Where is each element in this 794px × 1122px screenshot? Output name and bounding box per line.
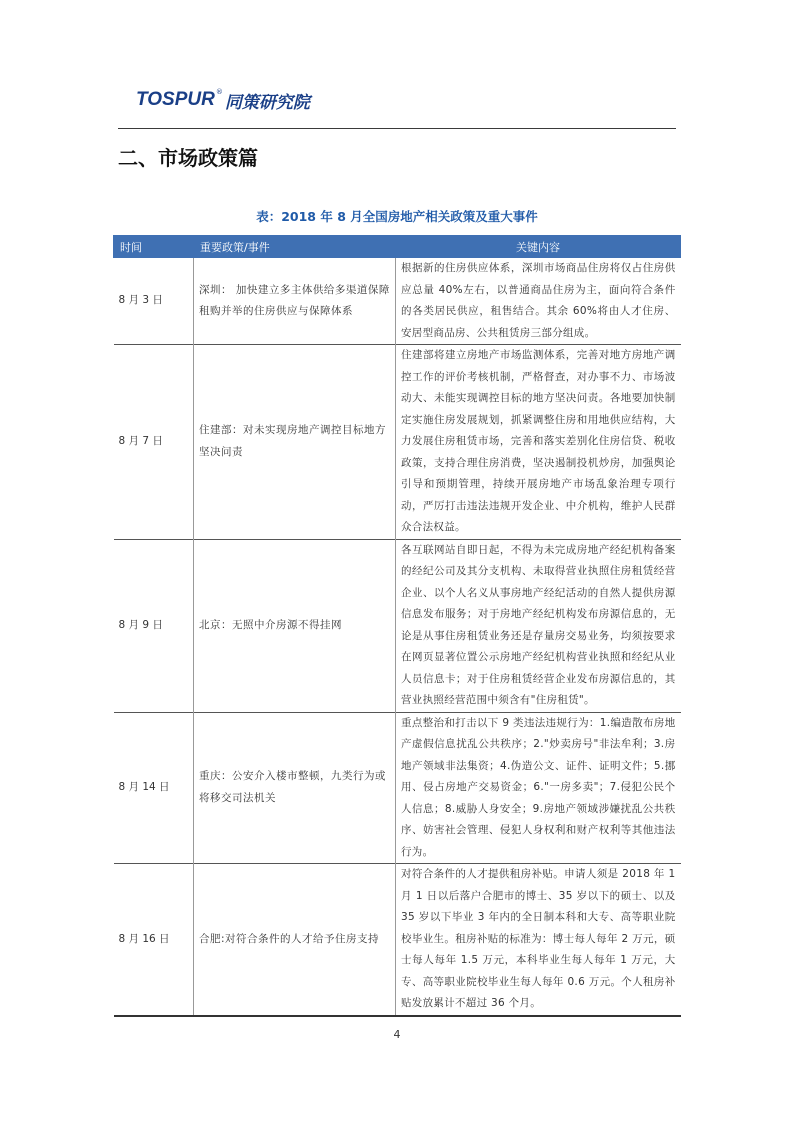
row-date: 8 月 14 日	[114, 712, 194, 864]
row-content: 各互联网站自即日起，不得为未完成房地产经纪机构备案的经纪公司及其分支机构、未取得营业执照住房租赁经营企业、以个人名义从事房地产经纪活动的自然人提供房源信息发布服务；对于房地产经纪机构发布房源信息的，无论是从事住房租赁业务还是存量房交易业务，均须按要求在网页显著位置公示房地产经纪机构营业执照和经纪从业人员信息卡；对于住房租赁经营企业发布房源信息的，其营业执照经营范围中须含有"住房租赁"。	[396, 539, 681, 712]
section-title: 二、市场政策篇	[118, 146, 258, 170]
row-date: 8 月 9 日	[114, 539, 194, 712]
table-caption: 表：2018 年 8 月全国房地产相关政策及重大事件	[256, 209, 538, 224]
row-content: 根据新的住房供应体系，深圳市场商品住房将仅占住房供应总量 40%左右，以普通商品住房为主，面向符合条件的各类居民供应，租售结合。其余 60%将由人才住房、安居型商品房、公共租赁房三部分组成。	[396, 258, 681, 345]
header-divider	[118, 128, 676, 129]
row-event: 重庆：公安介入楼市整顿，九类行为或将移交司法机关	[194, 712, 396, 864]
column-header-content: 关键内容	[396, 236, 681, 258]
row-event: 北京：无照中介房源不得挂网	[194, 539, 396, 712]
table-header-row	[114, 236, 681, 258]
row-date: 8 月 3 日	[114, 258, 194, 345]
row-event: 合肥:对符合条件的人才给予住房支持	[194, 864, 396, 1016]
column-header-date: 时间	[114, 236, 194, 258]
tospur-logo	[136, 88, 310, 112]
table-row	[114, 864, 681, 1016]
row-date: 8 月 16 日	[114, 864, 194, 1016]
table-row	[114, 539, 681, 712]
row-content: 重点整治和打击以下 9 类违法违规行为：1.编造散布房地产虚假信息扰乱公共秩序；2."炒卖房号"非法牟利；3.房地产领域非法集资；4.伪造公文、证件、证明文件；5.挪用、侵占房地产交易资金；6."一房多卖"；7.侵犯公民个人信息；8.威胁人身安全；9.房地产领域涉嫌扰乱公共秩序、妨害社会管理、侵犯人身权利和财产权利等其他违法行为。	[396, 712, 681, 864]
column-header-event: 重要政策/事件	[194, 236, 396, 258]
logo-brand-en: TOSPUR	[136, 89, 215, 110]
logo-brand-cn: 同策研究院	[224, 92, 310, 113]
page-number: 4	[393, 1028, 401, 1041]
table-row	[114, 258, 681, 345]
row-content: 住建部将建立房地产市场监测体系，完善对地方房地产调控工作的评价考核机制，严格督查，对办事不力、市场波动大、未能实现调控目标的地方坚决问责。各地要加快制定实施住房发展规划，抓紧调整住房和用地供应结构，大力发展住房租赁市场，完善和落实差别化住房信贷、税收政策，支持合理住房消费，坚决遏制投机炒房，加强舆论引导和预期管理，持续开展房地产市场乱象治理专项行动，严厉打击违法违规开发企业、中介机构，维护人民群众合法权益。	[396, 345, 681, 540]
row-content: 对符合条件的人才提供租房补贴。申请人须是 2018 年 1 月 1 日以后落户合肥市的博士、35 岁以下的硕士、以及 35 岁以下毕业 3 年内的全日制本科和大专、高等职业院校毕业生。租房补贴的标准为：博士每人每年 2 万元，硕士每人每年 1.5 万元，本科毕业生每人每年 1 万元，大专、高等职业院校毕业生每人每年 0.6 万元。个人租房补贴发放累计不超过 36 个月。	[396, 864, 681, 1016]
policy-table	[113, 235, 681, 1017]
row-date: 8 月 7 日	[114, 345, 194, 540]
logo-registered-mark: ®	[215, 88, 223, 96]
table-row	[114, 712, 681, 864]
row-event: 住建部：对未实现房地产调控目标地方坚决问责	[194, 345, 396, 540]
row-event: 深圳： 加快建立多主体供给多渠道保障租购并举的住房供应与保障体系	[194, 258, 396, 345]
table-row	[114, 345, 681, 540]
